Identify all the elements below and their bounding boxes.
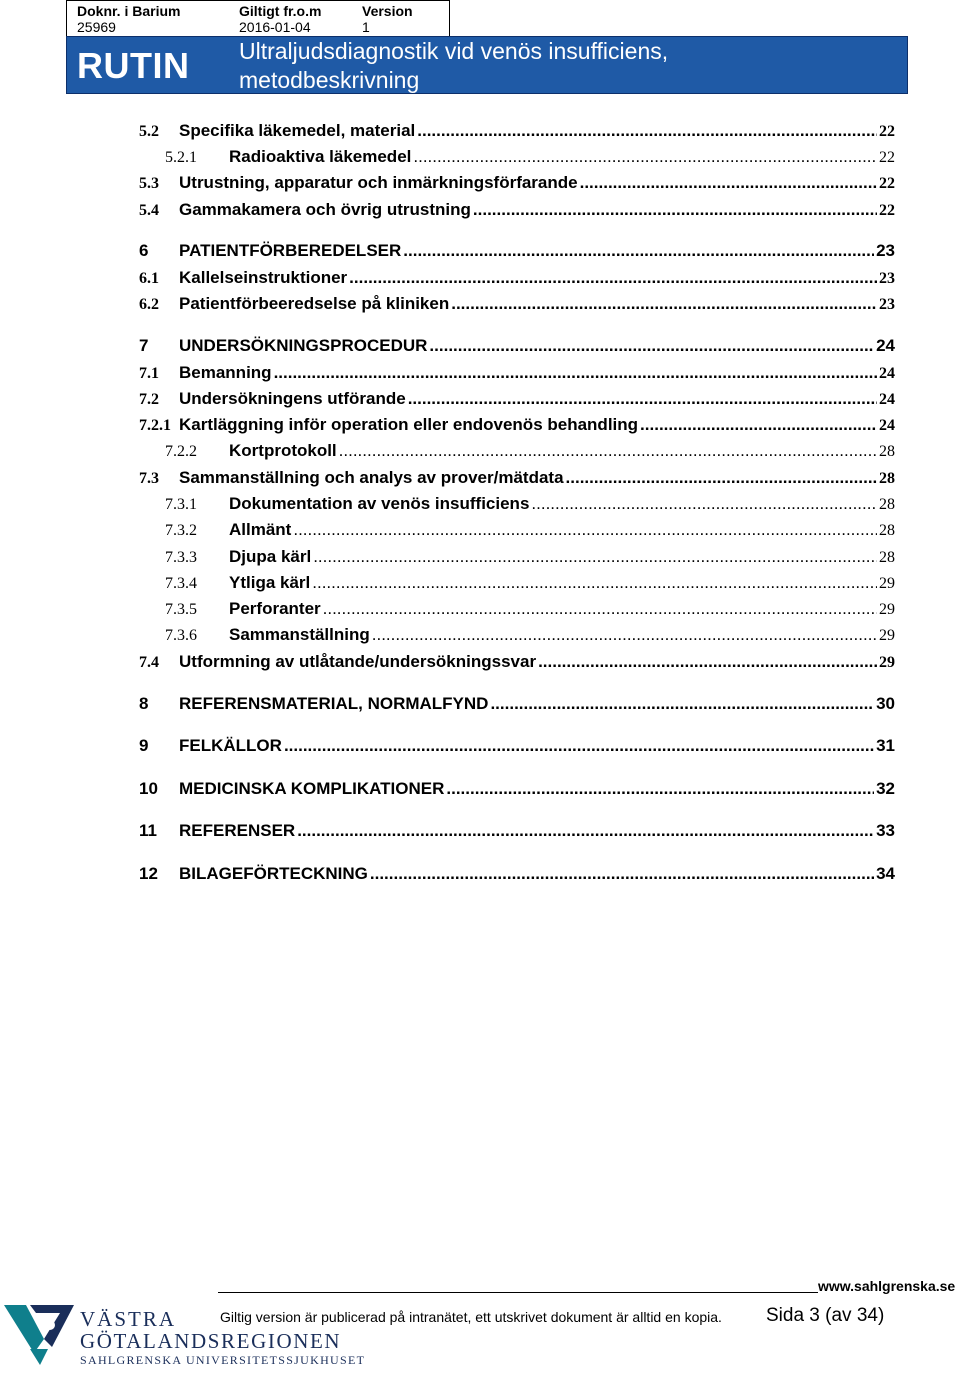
toc-entry-page: 23 [879,270,895,287]
toc-entry-number: 6.1 [139,270,159,287]
toc-entry-title: REFERENSER [179,821,296,840]
toc-entry-page: 28 [879,470,895,487]
toc-leader-dots [403,241,874,261]
toc-entry-number: 7.2.2 [165,443,197,460]
toc-entry-title: Ytliga kärl [229,573,311,592]
toc-entry-number: 7.3.1 [165,496,197,513]
toc-entry-title: UNDERSÖKNINGSPROCEDUR [179,336,428,355]
toc-entry[interactable] [139,736,895,758]
toc-entry-page: 28 [879,496,895,513]
toc-entry-title: Undersökningens utförande [179,389,406,408]
toc-leader-dots [429,336,874,356]
toc-entry-page: 24 [876,336,895,355]
toc-entry[interactable] [139,415,895,437]
toc-entry-number: 7.3.5 [165,601,197,618]
toc-leader-dots [349,268,877,288]
toc-entry-number: 7 [139,336,149,355]
toc-entry-page: 29 [879,654,895,671]
toc-entry-page: 29 [879,601,895,618]
vgr-logo [4,1303,364,1369]
toc-entry-title: Specifika läkemedel, material [179,121,416,140]
toc-leader-dots [531,494,877,514]
toc-entry-number: 8 [139,694,149,713]
toc-entry-number: 7.3.4 [165,575,197,592]
toc-entry-page: 30 [876,694,895,713]
toc-leader-dots [473,200,877,220]
toc-leader-dots [274,363,877,383]
toc-entry-number: 11 [139,821,157,840]
logo-line2: GÖTALANDSREGIONEN [80,1329,342,1353]
toc-entry-number: 5.2.1 [165,149,197,166]
toc-entry-title: Gammakamera och övrig utrustning [179,200,471,219]
toc-entry-number: 6.2 [139,296,159,313]
footer-divider [218,1292,818,1293]
toc-entry[interactable] [139,652,895,674]
toc-leader-dots [413,147,877,167]
toc-entry[interactable] [139,389,895,411]
toc-entry[interactable] [139,468,895,490]
toc-entry-title: Dokumentation av venös insufficiens [229,494,530,513]
toc-leader-dots [339,441,877,461]
toc-entry-title: Utrustning, apparatur och inmärkningsförfarande [179,173,578,192]
toc-entry[interactable] [139,268,895,290]
toc-entry[interactable] [165,147,895,169]
toc-entry[interactable] [139,864,895,886]
toc-entry-title: Sammanställning [229,625,370,644]
toc-leader-dots [538,652,877,672]
toc-entry[interactable] [165,625,895,647]
toc-entry-number: 6 [139,241,149,260]
toc-entry-page: 32 [876,779,895,798]
toc-entry[interactable] [139,200,895,222]
toc-entry-title: Patientförbeeredselse på kliniken [179,294,450,313]
toc-entry-number: 7.3 [139,470,159,487]
toc-entry-page: 28 [879,522,895,539]
toc-entry-title: Utformning av utlåtande/undersökningssvar [179,652,537,671]
toc-entry[interactable] [139,694,895,716]
toc-entry-number: 7.2 [139,391,159,408]
toc-entry-number: 5.4 [139,202,159,219]
doc-title-line1: Ultraljudsdiagnostik vid venös insufficiens, [239,38,669,64]
toc-entry-title: BILAGEFÖRTECKNING [179,864,368,883]
toc-entry-page: 29 [879,575,895,592]
toc-entry-page: 24 [879,365,895,382]
toc-entry-number: 7.3.2 [165,522,197,539]
toc-entry[interactable] [165,520,895,542]
toc-leader-dots [323,599,877,619]
doc-title-line2: metodbeskrivning [239,67,420,93]
toc-leader-dots [297,821,874,841]
doc-type: RUTIN [77,45,190,86]
toc-entry-title: PATIENTFÖRBEREDELSER [179,241,402,260]
toc-leader-dots [446,779,874,799]
doknr-value: 25969 [77,19,116,35]
toc-entry-title: REFERENSMATERIAL, NORMALFYND [179,694,489,713]
page-number: Sida 3 (av 34) [766,1305,885,1326]
footer-url[interactable]: www.sahlgrenska.se [818,1278,956,1294]
toc-entry-page: 28 [879,443,895,460]
toc-entry-title: Radioaktiva läkemedel [229,147,412,166]
toc-entry[interactable] [139,821,895,843]
toc-leader-dots [490,694,874,714]
toc-entry-title: Bemanning [179,363,272,382]
toc-entry-title: Perforanter [229,599,321,618]
toc-entry-number: 7.2.1 [139,417,171,434]
toc-entry-number: 7.4 [139,654,159,671]
toc-entry-number: 12 [139,864,158,883]
toc-leader-dots [408,389,877,409]
toc-entry[interactable] [139,121,895,143]
toc-leader-dots [372,625,877,645]
toc-entry-page: 22 [879,202,895,219]
toc-entry[interactable] [139,294,895,316]
toc-entry-page: 31 [876,736,895,755]
toc-entry[interactable] [139,173,895,195]
toc-entry-number: 7.3.3 [165,549,197,566]
footer-note: Giltig version är publicerad på intranätet, ett utskrivet dokument är alltid en kopia. [220,1309,722,1325]
document-meta-box [66,0,450,36]
toc-entry-page: 23 [876,241,895,260]
doc-title [239,37,899,95]
toc-entry-title: Kortprotokoll [229,441,337,460]
toc-leader-dots [580,173,877,193]
toc-leader-dots [370,864,874,884]
toc-leader-dots [313,547,877,567]
toc-entry[interactable] [165,547,895,569]
toc-entry-title: MEDICINSKA KOMPLIKATIONER [179,779,445,798]
toc-entry-page: 29 [879,627,895,644]
doknr-label: Doknr. i Barium [77,3,181,19]
toc-entry-title: Kartläggning inför operation eller endovenös behandling [179,415,639,434]
logo-line3: SAHLGRENSKA UNIVERSITETSSJUKHUSET [80,1353,366,1367]
version-value: 1 [362,19,370,35]
vgr-logo-icon [4,1303,76,1367]
giltigt-value: 2016-01-04 [239,19,311,35]
toc-entry-page: 33 [876,821,895,840]
toc-entry[interactable] [165,573,895,595]
toc-entry[interactable] [139,336,895,358]
toc-entry-page: 34 [876,864,895,883]
toc-entry-title: FELKÄLLOR [179,736,282,755]
toc-leader-dots [451,294,877,314]
toc-leader-dots [312,573,877,593]
giltigt-label: Giltigt fr.o.m [239,3,322,19]
toc-entry[interactable] [139,363,895,385]
toc-entry-page: 24 [879,391,895,408]
toc-entry-number: 5.3 [139,175,159,192]
toc-entry-page: 28 [879,549,895,566]
toc-entry-number: 5.2 [139,123,159,140]
toc-leader-dots [640,415,877,435]
toc-entry-number: 10 [139,779,158,798]
toc-entry-title: Djupa kärl [229,547,312,566]
toc-leader-dots [293,520,877,540]
logo-line1: VÄSTRA [80,1307,177,1331]
toc-leader-dots [284,736,874,756]
version-label: Version [362,3,413,19]
toc-entry-title: Sammanställning och analys av prover/mätdata [179,468,564,487]
toc-entry-page: 22 [879,175,895,192]
toc-entry-page: 22 [879,123,895,140]
toc-entry[interactable] [139,241,895,263]
toc-entry[interactable] [165,494,895,516]
toc-entry[interactable] [165,441,895,463]
toc-leader-dots [417,121,877,141]
toc-entry-number: 9 [139,736,149,755]
toc-entry-number: 7.1 [139,365,159,382]
toc-leader-dots [566,468,877,488]
toc-entry-page: 22 [879,149,895,166]
toc-entry-page: 23 [879,296,895,313]
toc-entry-page: 24 [879,417,895,434]
toc-entry-title: Kallelseinstruktioner [179,268,348,287]
toc-entry[interactable] [165,599,895,621]
title-banner [66,36,908,94]
toc-entry-number: 7.3.6 [165,627,197,644]
toc-entry[interactable] [139,779,895,801]
toc-entry-title: Allmänt [229,520,292,539]
